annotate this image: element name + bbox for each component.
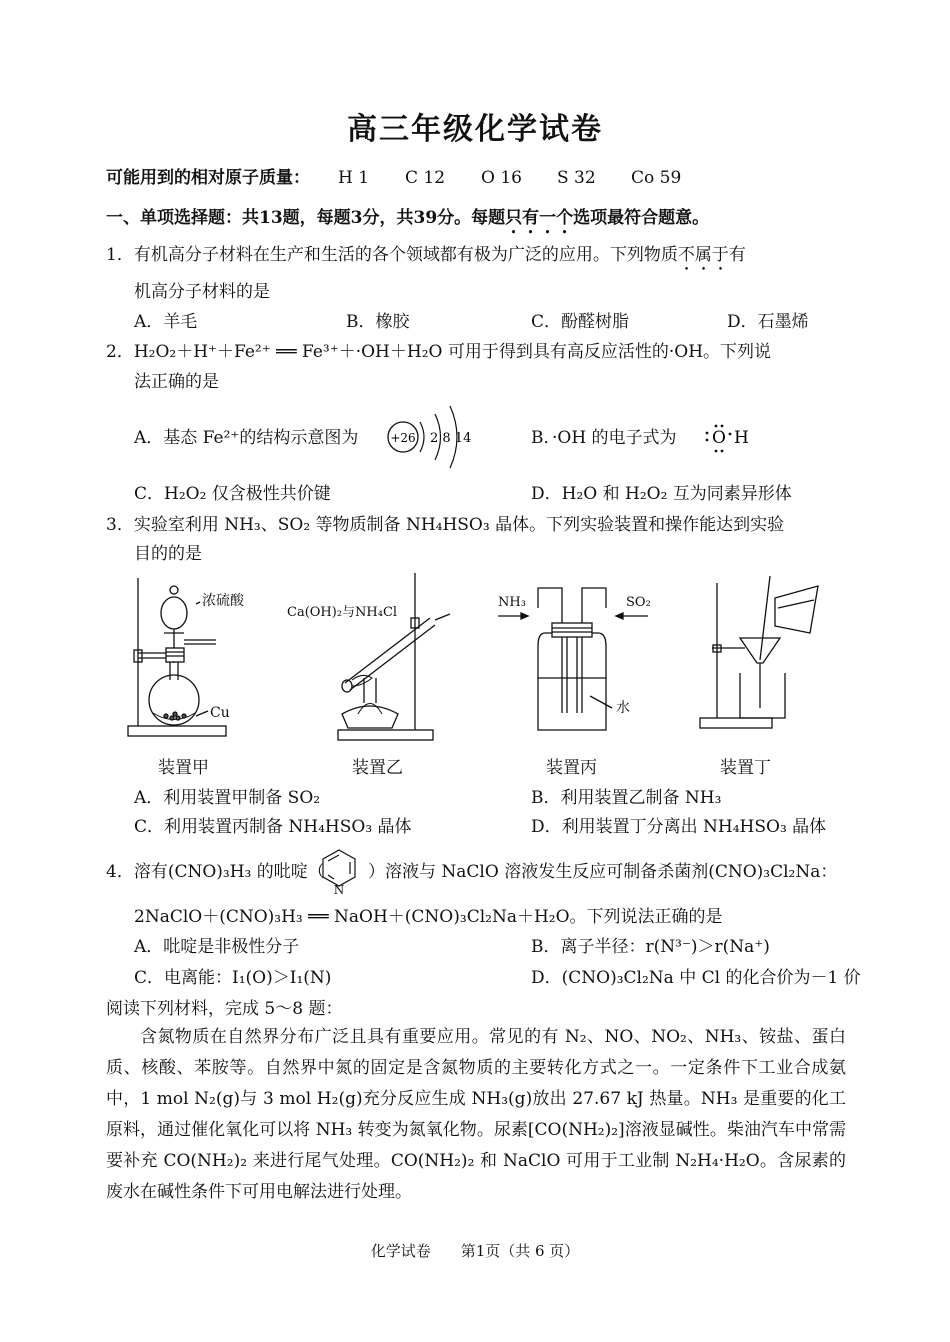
reading-intro: 阅读下列材料，完成 5～8 题： <box>106 999 343 1019</box>
q4-option-a: A．吡啶是非极性分子 <box>134 937 300 957</box>
mass-s: S 32 <box>557 168 596 188</box>
caption-yi: 装置乙 <box>352 758 403 778</box>
q2-option-d: D．H₂O 和 H₂O₂ 互为同素异形体 <box>531 484 792 504</box>
q1-stem-line2: 机高分子材料的是 <box>134 282 270 302</box>
svg-text:水: 水 <box>616 700 630 716</box>
q2-option-c: C．H₂O₂ 仅含极性共价键 <box>134 484 331 504</box>
q4-stem-line1a: 4．溶有(CNO)₃H₃ 的吡啶（ <box>106 862 325 882</box>
svg-text:浓硫酸: 浓硫酸 <box>202 593 244 609</box>
page-footer: 化学试卷 第1页（共 6 页） <box>370 1242 580 1260</box>
q3-option-d: D．利用装置丁分离出 NH₄HSO₃ 晶体 <box>531 817 827 837</box>
q3-option-b: B．利用装置乙制备 NH₃ <box>531 788 722 808</box>
caption-bing: 装置丙 <box>546 758 597 778</box>
caption-jia: 装置甲 <box>158 758 209 778</box>
q3-stem-line1: 3．实验室利用 NH₃、SO₂ 等物质制备 NH₄HSO₃ 晶体。下列实验装置和操作能达到实验 <box>106 515 785 535</box>
q3-option-c: C．利用装置丙制备 NH₄HSO₃ 晶体 <box>134 817 412 837</box>
pyridine-structure <box>318 846 360 896</box>
q1-option-a: A．羊毛 <box>134 312 198 332</box>
mass-co: Co 59 <box>631 168 682 188</box>
q4-option-d: D．(CNO)₃Cl₂Na 中 Cl 的化合价为－1 价 <box>531 968 861 988</box>
reading-paragraph: 含氮物质在自然界分布广泛且具有重要应用。常见的有 N₂、NO、NO₂、NH₃、铵盐、蛋白质、核酸、苯胺等。自然界中氮的固定是含氮物质的主要转化方式之一。一定条件下工业合成氨中，1 mol N₂(g)与 3 mol H₂(g)充分反应生成 NH₃(g)放出 27.67 kJ 热量。NH₃ 是重要的化工原料，通过催化氧化可以将 NH₃ 转变为氮氧化物。尿素[CO(NH₂)₂]溶液显碱性。柴油汽车中常需要补充 CO(NH₂)₂ 来进行尾气处理。CO(NH₂)₂ 和 NaClO 可用于工业制 N₂H₄·H₂O。含尿素的废水在碱性条件下可用电解法进行处理。 <box>106 1027 846 1202</box>
svg-text:+26: +26 <box>390 431 416 445</box>
q2-option-b: B．·OH 的电子式为 <box>531 428 677 448</box>
apparatus-ding <box>700 576 818 728</box>
q1-stem-line1: 1．有机高分子材料在生产和生活的各个领域都有极为广泛的应用。下列物质不属于有 <box>106 245 746 265</box>
q4-stem-line2: 2NaClO＋(CNO)₃H₃ ══ NaOH＋(CNO)₃Cl₂Na＋H₂O。下列说法正确的是 <box>134 907 723 927</box>
svg-text:2 8 14: 2 8 14 <box>430 431 472 446</box>
svg-text:SO₂: SO₂ <box>626 595 651 610</box>
q2-option-a: A．基态 Fe²⁺的结构示意图为 <box>134 428 359 448</box>
fe2-structure-diagram <box>384 404 474 474</box>
caption-ding: 装置丁 <box>720 758 771 778</box>
q2-stem-line2: 法正确的是 <box>134 372 219 392</box>
mass-h: H 1 <box>338 168 370 188</box>
svg-text:H: H <box>734 428 749 448</box>
q4-option-c: C．电离能：I₁(O)＞I₁(N) <box>134 968 332 988</box>
svg-text:N: N <box>333 883 345 896</box>
q3-option-a: A．利用装置甲制备 SO₂ <box>134 788 321 808</box>
svg-text:O: O <box>712 428 726 448</box>
q1-option-d: D．石墨烯 <box>727 312 809 332</box>
apparatus-figure <box>120 568 840 778</box>
q4-option-b: B．离子半径：r(N³⁻)＞r(Na⁺) <box>531 937 770 957</box>
q1-option-b: B．橡胶 <box>346 312 410 332</box>
section-heading: 一、单项选择题：共13题，每题3分，共39分。每题只有一个选项最符合题意。 <box>106 208 710 228</box>
q3-stem-line2: 目的的是 <box>134 544 202 564</box>
page-title: 高三年级化学试卷 <box>347 112 603 147</box>
q1-option-c: C．酚醛树脂 <box>531 312 630 332</box>
atomic-mass-label: 可能用到的相对原子质量： <box>106 168 310 188</box>
svg-text:NH₃: NH₃ <box>498 595 526 610</box>
q4-stem-line1b: ）溶液与 NaClO 溶液发生反应可制备杀菌剂(CNO)₃Cl₂Na： <box>368 862 838 882</box>
mass-c: C 12 <box>405 168 446 188</box>
mass-o: O 16 <box>481 168 522 188</box>
oh-electron-dot-formula <box>700 420 760 456</box>
svg-text:Cu: Cu <box>210 705 230 721</box>
q2-stem-line1: 2．H₂O₂＋H⁺＋Fe²⁺ ══ Fe³⁺＋·OH＋H₂O 可用于得到具有高反应活性的·OH。下列说 <box>106 342 772 362</box>
svg-text:Ca(OH)₂与NH₄Cl: Ca(OH)₂与NH₄Cl <box>287 605 398 620</box>
apparatus-yi <box>338 573 450 740</box>
